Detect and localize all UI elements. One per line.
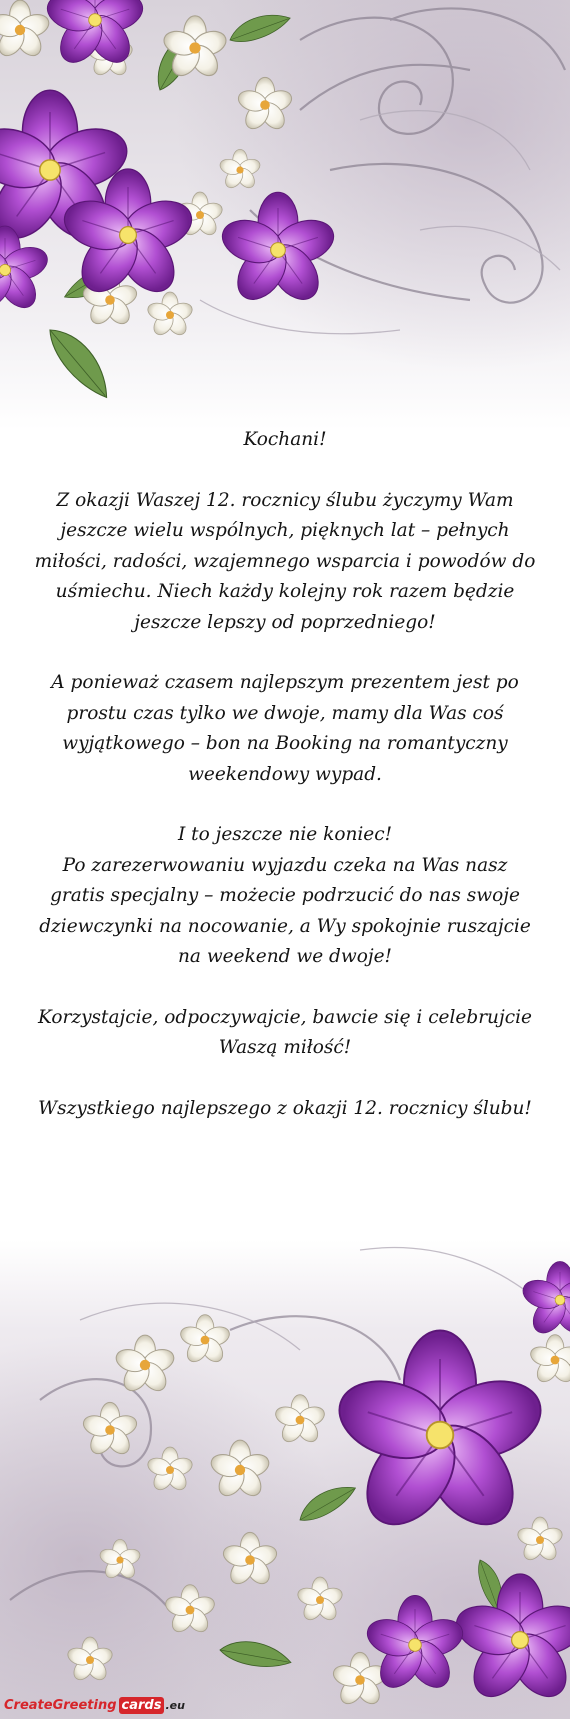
wishes-paragraph: Z okazji Waszej 12. rocznicy ślubu życzymy Wam jeszcze wielu wspólnych, pięknych lat – pełnych miłości, radości, wzajemnego wsparcia i powodów do uśmiechu. Niech każdy kolejny rok razem będzie jeszcze lepszy od poprzedniego! [34,489,536,633]
card-message [18,425,552,1124]
surprise-paragraph: Po zarezerwowaniu wyjazdu czeka na Was nasz gratis specjalny – możecie podrzucić do nas swoje dziewczynki na nocowanie, a Wy spokojnie ruszajcie na weekend we dwoje! [39,854,531,967]
logo-text-badge: cards [119,1697,165,1714]
logo-text-domain: .eu [165,1698,185,1712]
gift-paragraph: A ponieważ czasem najlepszym prezentem jest po prostu czas tylko we dwoje, mamy dla Was coś wyjątkowego – bon na Booking na romantyczny weekendowy wypad. [51,672,519,785]
closing-wish: Wszystkiego najlepszego z okazji 12. rocznicy ślubu! [38,1097,532,1119]
celebrate-paragraph: Korzystajcie, odpoczywajcie, bawcie się i celebrujcie Waszą miłość! [38,1006,532,1058]
site-logo[interactable] [4,1694,185,1716]
greeting-text: Kochani! [243,429,327,450]
surprise-title: I to jeszcze nie koniec! [177,824,393,845]
logo-text-main: CreateGreeting [4,1697,117,1713]
